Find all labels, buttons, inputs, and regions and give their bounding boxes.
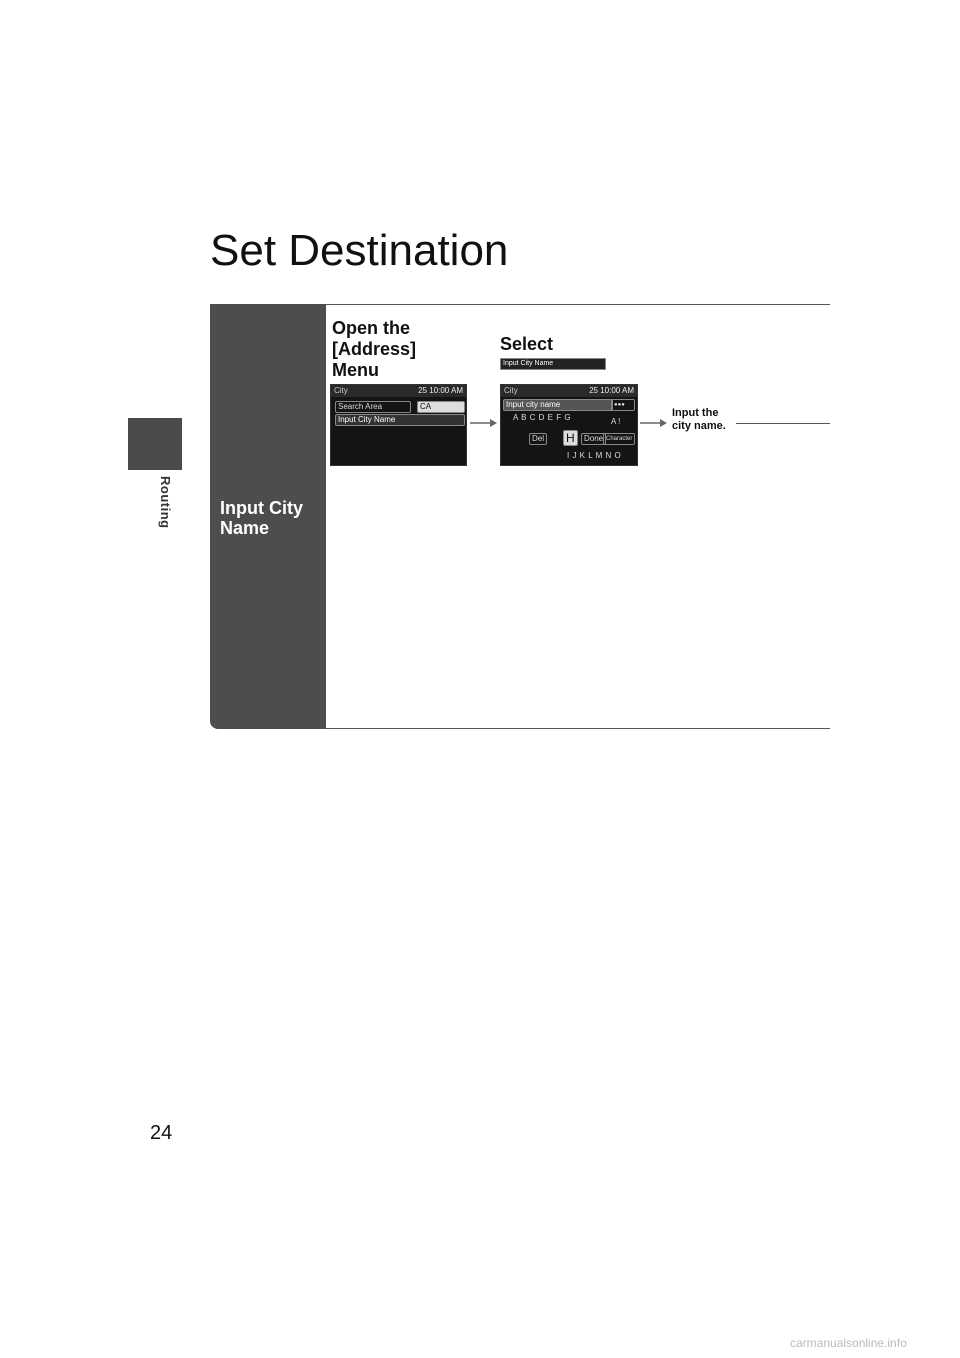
section-label: Routing — [158, 476, 173, 529]
current-letter: H — [563, 430, 578, 446]
screen2-title: City — [504, 386, 518, 395]
select-heading: Select — [500, 334, 554, 354]
step-label: Input City Name — [220, 498, 303, 538]
city-name-field: Input city name — [503, 399, 613, 411]
open-address-heading: Open the [Address] Menu — [332, 318, 417, 380]
arrow-icon — [470, 418, 498, 428]
bottom-rule — [326, 728, 830, 729]
watermark: carmanualsonline.info — [790, 1336, 907, 1350]
letters-top: A B C D E F G — [513, 413, 572, 422]
letters-bottom: I J K L M N O — [567, 451, 622, 460]
screen2-titlebar — [501, 385, 637, 397]
screen1-titlebar — [331, 385, 466, 397]
del-key: Del — [529, 433, 547, 445]
case-toggle: A ! — [611, 417, 621, 426]
done-key: Done — [581, 433, 606, 445]
section-tab — [128, 418, 182, 470]
input-city-name-item: Input City Name — [335, 414, 465, 426]
search-area-label: Search Area — [335, 401, 411, 413]
page-number: 24 — [150, 1122, 173, 1144]
arrow-icon — [640, 418, 668, 428]
step-label-panel — [210, 304, 326, 729]
city-keyboard-screen — [500, 384, 638, 466]
character-key: Character — [603, 433, 635, 445]
address-menu-screen — [330, 384, 467, 466]
search-area-value: CA — [417, 401, 465, 413]
screen2-clock: 25 10:00 AM — [589, 386, 634, 395]
input-city-note: Input the city name. — [672, 407, 726, 432]
screen1-title: City — [334, 386, 348, 395]
top-rule — [326, 304, 830, 305]
more-icon: ●●● — [611, 399, 635, 411]
page-title: Set Destination — [210, 226, 509, 275]
screen1-clock: 25 10:00 AM — [418, 386, 463, 395]
note-rule — [736, 423, 830, 424]
input-city-name-button-sample: Input City Name — [500, 358, 606, 370]
